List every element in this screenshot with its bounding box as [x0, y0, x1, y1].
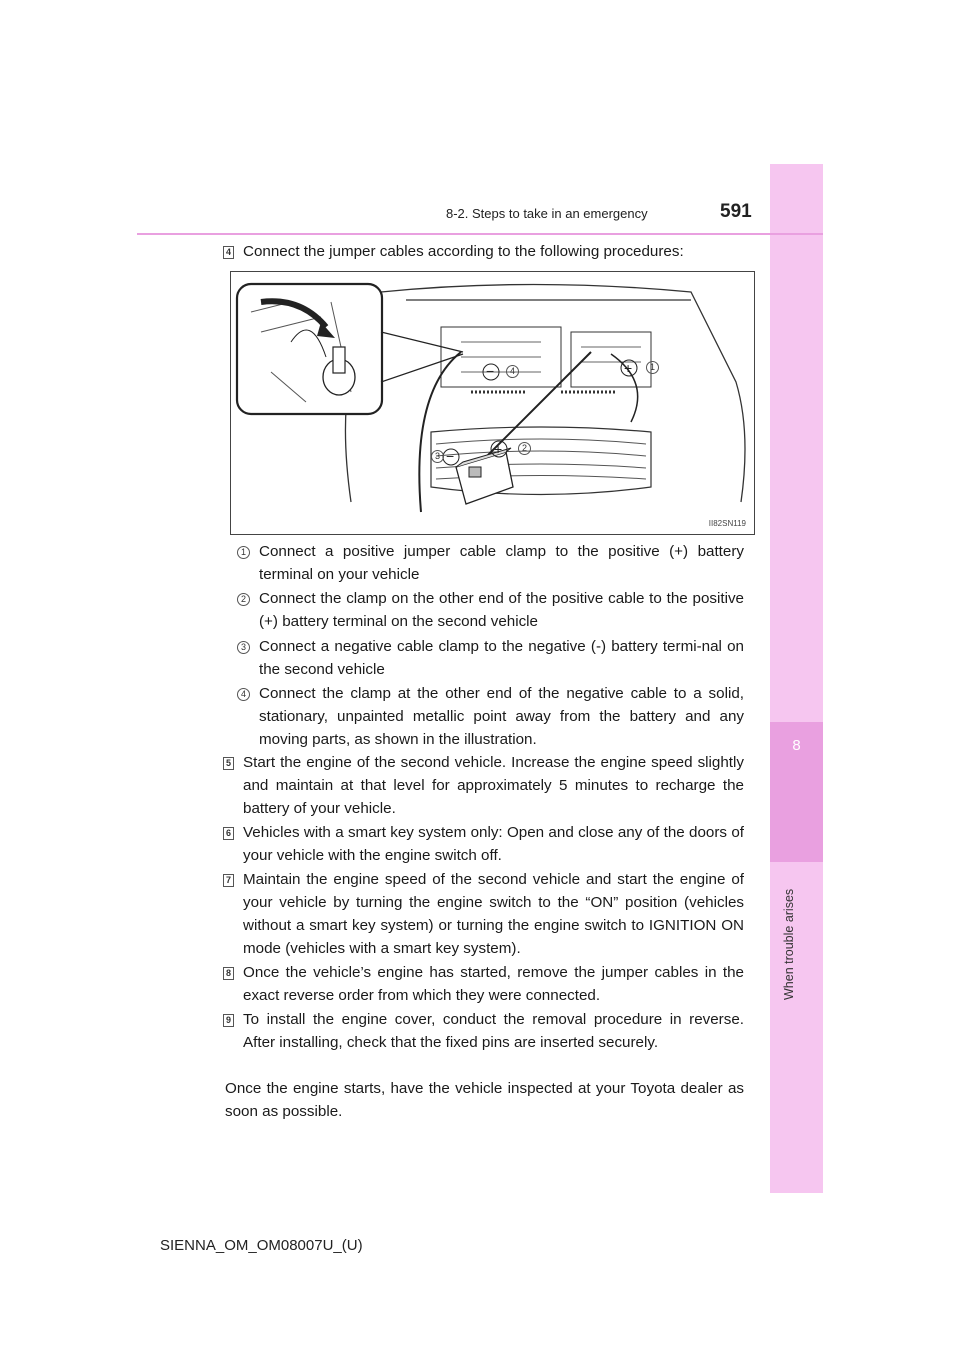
chapter-title: When trouble arises [782, 888, 796, 1000]
step-7-text: Maintain the engine speed of the second vehicle and start the engine of your vehicle by turning the engine switch to the “ON” position (vehicles without a smart key system) or turning the engine switch to IGNITION ON mode (vehicles with a smart key system). [243, 871, 744, 957]
substep-number-1: 1 [237, 546, 250, 559]
svg-text:−: − [486, 363, 495, 379]
substep-number-4: 4 [237, 688, 250, 701]
step-4-text: Connect the jumper cables according to the following procedures: [243, 243, 684, 260]
step-9-text: To install the engine cover, conduct the removal procedure in reverse. After installing, check that the fixed pins are inserted securely. [243, 1011, 744, 1051]
callout-4: 4 [506, 365, 519, 378]
step-number-6: 6 [223, 827, 234, 840]
svg-text:+: + [624, 360, 633, 376]
chapter-number: 8 [792, 737, 801, 754]
substep-number-3: 3 [237, 641, 250, 654]
chapter-side-tab [770, 164, 823, 1193]
callout-2: 2 [518, 442, 531, 455]
step-8-text: Once the vehicle’s engine has started, remove the jumper cables in the exact reverse order from which they were connected. [243, 964, 744, 1004]
svg-text:+: + [494, 441, 503, 457]
document-footer: SIENNA_OM_OM08007U_(U) [160, 1237, 363, 1254]
step-number-9: 9 [223, 1014, 234, 1027]
step-number-5: 5 [223, 757, 234, 770]
substep-4-text: Connect the clamp at the other end of the negative cable to a solid, stationary, unpainted metallic point away from the battery and any moving parts, as shown in the illustration. [259, 685, 744, 748]
substep-2-text: Connect the clamp on the other end of the positive cable to the positive (+) battery terminal on the second vehicle [259, 590, 744, 630]
page-number: 591 [720, 201, 752, 222]
section-title: 8-2. Steps to take in an emergency [446, 206, 648, 221]
substep-1-text: Connect a positive jumper cable clamp to the positive (+) battery terminal on your vehicle [259, 543, 744, 583]
jumper-cable-illustration [230, 271, 755, 535]
callout-3: 3 [431, 450, 444, 463]
figure-id: II82SN119 [708, 519, 746, 528]
step-number-4: 4 [223, 246, 234, 259]
step-5-text: Start the engine of the second vehicle. Increase the engine speed slightly and maintain at that level for approximately 5 minutes to recharge the battery of your vehicle. [243, 754, 744, 817]
callout-1: 1 [646, 361, 659, 374]
step-number-8: 8 [223, 967, 234, 980]
closing-note: Once the engine starts, have the vehicle inspected at your Toyota dealer as soon as possible. [225, 1080, 744, 1120]
engine-bay-drawing [231, 272, 754, 534]
step-number-7: 7 [223, 874, 234, 887]
svg-text:−: − [446, 448, 455, 464]
step-6-text: Vehicles with a smart key system only: Open and close any of the doors of your vehicle with the engine switch off. [243, 824, 744, 864]
header-rule [137, 233, 823, 235]
substep-3-text: Connect a negative cable clamp to the negative (-) battery termi-nal on the second vehicle [259, 638, 744, 678]
substep-number-2: 2 [237, 593, 250, 606]
